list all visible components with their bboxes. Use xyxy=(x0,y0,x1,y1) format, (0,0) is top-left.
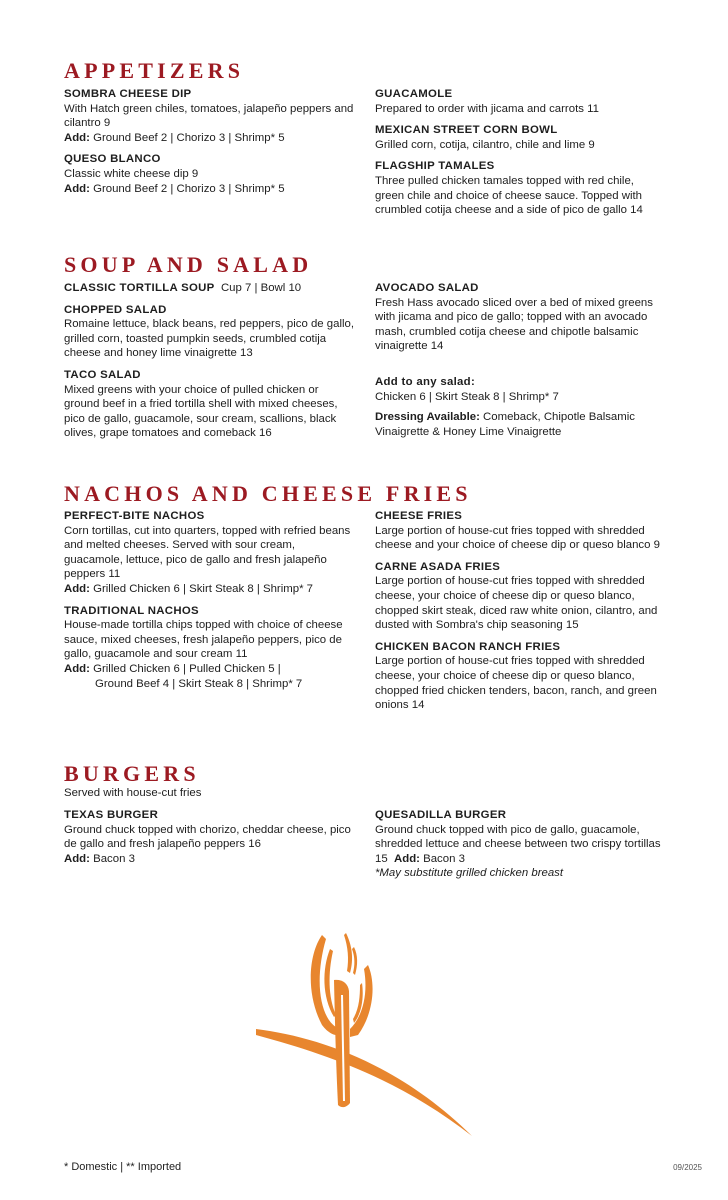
item-name: CHEESE FRIES xyxy=(375,510,463,522)
menu-item-cheese-fries xyxy=(375,509,665,553)
item-description: Three pulled chicken tamales topped with red chile, green chile and choice of cheese sauce. Topped with crumbled cotija cheese and a side of pico de gallo 14 xyxy=(375,174,643,217)
item-name: CARNE ASADA FRIES xyxy=(375,560,501,573)
menu-item-chicken-bacon-ranch-fries xyxy=(375,640,665,713)
item-description: Mixed greens with your choice of pulled chicken or ground beef in a fried tortilla shell with mixed cheeses, pico de gallo, guacamole, sour cream, scallions, black olives, grape tomatoes and comeback 16 xyxy=(64,383,338,440)
cactus-logo-icon xyxy=(250,925,480,1140)
item-name: CHOPPED SALAD xyxy=(64,303,167,316)
add-label: Add: xyxy=(64,852,90,865)
salad-add-ons xyxy=(375,375,675,404)
dressing-list: Comeback, Chipotle Balsamic Vinaigrette & Honey Lime Vinaigrette xyxy=(375,411,635,438)
add-options: Bacon 3 xyxy=(423,852,465,865)
add-label: Add: xyxy=(64,582,90,595)
add-label: Add: xyxy=(64,131,90,144)
appetizers-left-column xyxy=(64,87,354,203)
menu-item-texas-burger xyxy=(64,808,354,866)
soup-salad-left-column xyxy=(64,281,354,448)
item-description: Classic white cheese dip 9 xyxy=(64,167,199,180)
item-name: AVOCADO SALAD xyxy=(375,282,479,294)
soup-salad-right-column xyxy=(375,281,665,361)
item-description: Grilled corn, cotija, cilantro, chile and lime 9 xyxy=(375,138,595,151)
nachos-left-column xyxy=(64,509,354,698)
add-options: Bacon 3 xyxy=(93,852,135,865)
item-name: FLAGSHIP TAMALES xyxy=(375,160,495,173)
add-options: Ground Beef 2 | Chorizo 3 | Shrimp* 5 xyxy=(93,131,285,144)
menu-item-queso-blanco xyxy=(64,152,354,196)
item-description: Large portion of house-cut fries topped with shredded cheese, your choice of cheese dip or queso blanco, chopped fried chicken tenders, bacon, ranch, and green onions 14 xyxy=(375,655,657,712)
item-name: SOMBRA CHEESE DIP xyxy=(64,88,192,100)
footer-date: 09/2025 xyxy=(673,1163,702,1172)
item-description: Ground chuck topped with pico de gallo, guacamole, shredded lettuce and cheese between two crispy tortillas 15 xyxy=(375,823,661,865)
item-name: QUESO BLANCO xyxy=(64,153,161,166)
nachos-right-column xyxy=(375,509,665,720)
section-title-soup-salad: SOUP AND SALAD xyxy=(64,252,313,277)
burgers-left-column xyxy=(64,808,354,873)
item-description: Corn tortillas, cut into quarters, topped with refried beans and melted cheeses. Served with sour cream, guacamole, lettuce, pico de gallo and fresh jalapeño peppers 11 xyxy=(64,524,351,581)
section-title-burgers: BURGERS xyxy=(64,761,200,786)
item-name: TACO SALAD xyxy=(64,368,141,381)
dressing-label: Dressing Available: xyxy=(375,411,480,423)
burgers-right-column xyxy=(375,808,665,888)
item-name: CHICKEN BACON RANCH FRIES xyxy=(375,640,561,653)
item-description: Romaine lettuce, black beans, red peppers, pico de gallo, grilled corn, toasted pumpkin seeds, crumbled cotija cheese and honey lime vinaigrette 13 xyxy=(64,318,355,360)
menu-item-traditional-nachos xyxy=(64,604,354,692)
item-description: Large portion of house-cut fries topped with shredded cheese, your choice of cheese dip or queso blanco, chopped skirt steak, diced raw white onion, cilantro, and dusted with Sombra's chip seasoning 15 xyxy=(375,575,658,632)
item-sizes: Cup 7 | Bowl 10 xyxy=(220,282,302,294)
menu-item-quesadilla-burger xyxy=(375,808,665,881)
footer-legend: * Domestic | ** Imported xyxy=(64,1161,182,1173)
add-to-salad-label: Add to any salad: xyxy=(375,376,476,388)
add-options: Grilled Chicken 6 | Skirt Steak 8 | Shrimp* 7 xyxy=(93,582,314,595)
menu-item-taco-salad xyxy=(64,368,354,441)
item-description: Ground chuck topped with chorizo, cheddar cheese, pico de gallo and fresh jalapeño peppers 16 xyxy=(64,823,351,851)
add-label: Add: xyxy=(394,852,420,865)
item-name: CLASSIC TORTILLA SOUP xyxy=(64,282,215,294)
burgers-subtitle: Served with house-cut fries xyxy=(64,787,202,799)
menu-item-street-corn-bowl xyxy=(375,123,665,152)
item-description: Prepared to order with jicama and carrots 11 xyxy=(375,102,599,115)
menu-item-flagship-tamales xyxy=(375,159,665,217)
add-options: Grilled Chicken 6 | Pulled Chicken 5 | xyxy=(93,662,281,675)
item-description: House-made tortilla chips topped with choice of cheese sauce, mixed cheeses, fresh jalapeño peppers, pico de gallo, guacamole and sour cream 11 xyxy=(64,619,343,661)
appetizers-right-column xyxy=(375,87,665,225)
add-label: Add: xyxy=(64,662,90,675)
section-title-appetizers: APPETIZERS xyxy=(64,58,245,83)
item-name: QUESADILLA BURGER xyxy=(375,809,507,821)
add-options-continued: Ground Beef 4 | Skirt Steak 8 | Shrimp* 7 xyxy=(95,677,303,690)
menu-item-tortilla-soup xyxy=(64,281,354,296)
menu-item-avocado-salad xyxy=(375,281,665,354)
item-description: Large portion of house-cut fries topped with shredded cheese and your choice of cheese dip or queso blanco 9 xyxy=(375,524,660,552)
section-title-nachos: NACHOS AND CHEESE FRIES xyxy=(64,481,472,506)
dressing-options xyxy=(375,410,675,439)
menu-item-sombra-cheese-dip xyxy=(64,87,354,145)
add-options: Ground Beef 2 | Chorizo 3 | Shrimp* 5 xyxy=(93,182,285,195)
menu-item-chopped-salad xyxy=(64,303,354,361)
item-name: GUACAMOLE xyxy=(375,88,453,100)
item-name: TEXAS BURGER xyxy=(64,809,159,821)
menu-item-carne-asada-fries xyxy=(375,560,665,633)
add-label: Add: xyxy=(64,182,90,195)
menu-item-perfect-bite-nachos xyxy=(64,509,354,597)
item-description: With Hatch green chiles, tomatoes, jalapeño peppers and cilantro 9 xyxy=(64,102,354,130)
item-name: MEXICAN STREET CORN BOWL xyxy=(375,124,558,137)
item-description: Fresh Hass avocado sliced over a bed of mixed greens with jicama and pico de gallo; topped with an avocado mash, crumbled cotija cheese and chipotle balsamic vinaigrette 14 xyxy=(375,296,653,353)
item-name: PERFECT-BITE NACHOS xyxy=(64,510,205,522)
add-to-salad-options: Chicken 6 | Skirt Steak 8 | Shrimp* 7 xyxy=(375,390,559,403)
substitution-note: *May substitute grilled chicken breast xyxy=(375,867,564,880)
item-name: TRADITIONAL NACHOS xyxy=(64,604,199,617)
menu-item-guacamole xyxy=(375,87,665,116)
